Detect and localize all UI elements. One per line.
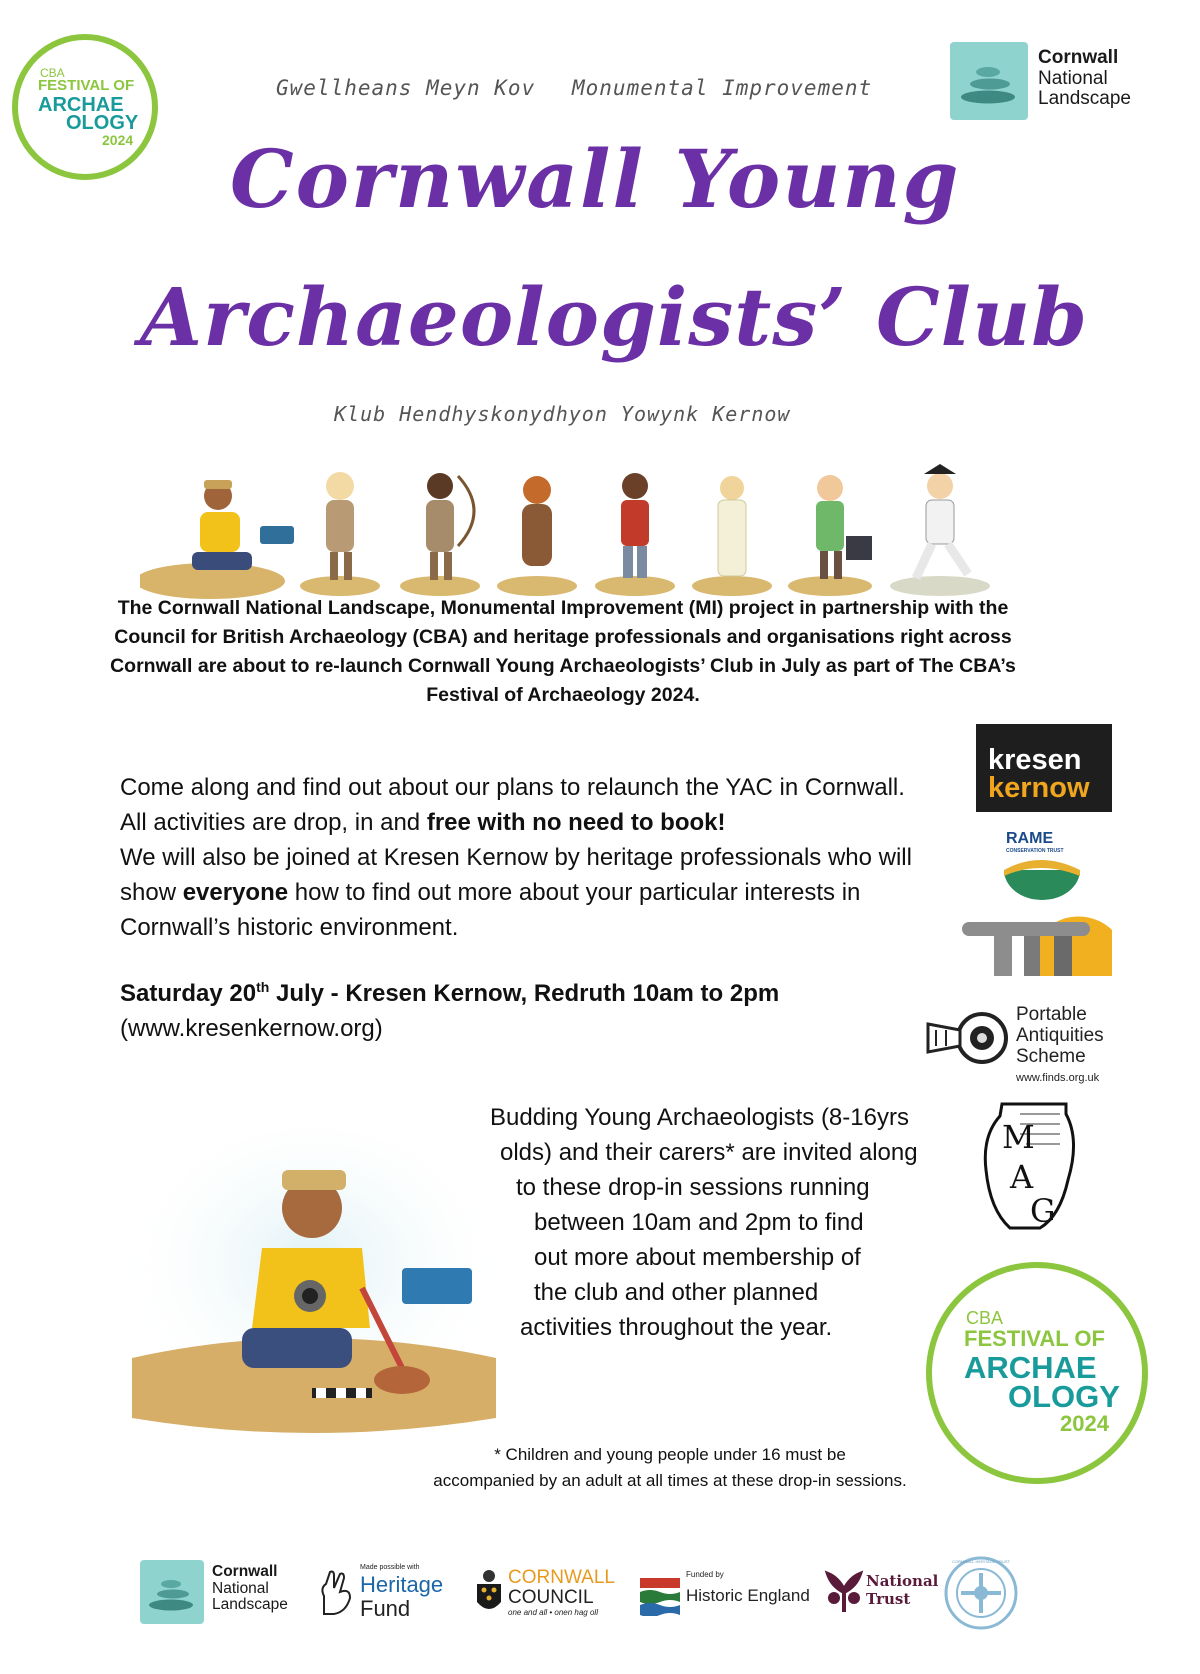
dolmen-monument-logo (962, 910, 1112, 976)
festival-badge-top (12, 34, 158, 180)
body-line3: We will also be joined at Kresen Kernow by heritage professionals who will (120, 844, 912, 871)
body-line2: All activities are drop, in and free with no need to book! (120, 809, 726, 836)
badge-line1: FESTIVAL OF (964, 1326, 1105, 1351)
body-section (120, 770, 1000, 945)
mag-logo: M A G (980, 1100, 1080, 1232)
cornwall-council-logo: CORNWALL COUNCIL one and all • onen hag oll (474, 1560, 630, 1626)
intro-paragraph: The Cornwall National Landscape, Monumental Improvement (MI) project in partnership with the Council for British Archaeology (CBA) and heritage professionals and organisations right across Cornwall are about to re-launch Cornwall Young Archaeologists’ Club in July as part of The CBA’s Festival of Archaeology 2024. (110, 597, 1016, 706)
note-line2: accompanied by an adult at all times at these drop-in sessions. (433, 1471, 907, 1490)
invite-line5: out more about membership of (534, 1244, 861, 1271)
cnl-line2: National (1038, 67, 1108, 89)
rame-conservation-trust-logo: RAME CONSERVATION TRUST (1000, 830, 1084, 900)
badge-line3: OLOGY (1008, 1379, 1120, 1414)
invite-line1: Budding Young Archaeologists (8-16yrs (490, 1104, 909, 1131)
invite-line6: the club and other planned (534, 1279, 819, 1306)
page-title-line2: Archaeologists’ Club (140, 270, 1089, 364)
cornwall-national-landscape-logo (950, 42, 1170, 122)
page-title-line1: Cornwall Young (230, 132, 961, 226)
body-everyone-emphasis: everyone (182, 879, 289, 906)
supervision-note (360, 1442, 980, 1494)
event-details (120, 970, 940, 1046)
cnl-stones-icon (140, 1560, 204, 1624)
body-line4: show everyone how to find out more about your particular interests in (120, 879, 861, 906)
cnl-line3: Landscape (1038, 88, 1131, 110)
body-line1: Come along and find out about our plans to relaunch the YAC in Cornwall. (120, 774, 905, 801)
badge-year: 2024 (102, 132, 134, 148)
invite-line3: to these drop-in sessions running (516, 1174, 870, 1201)
badge-year: 2024 (1060, 1411, 1109, 1436)
body-free-emphasis: free with no need to book! (426, 809, 726, 836)
badge-line1: FESTIVAL OF (38, 77, 135, 94)
invite-line2: olds) and their carers* are invited along (500, 1139, 918, 1166)
cornish-club-name: Klub Hendhyskonydhyon Yowynk Kernow (334, 402, 791, 426)
note-line1: * Children and young people under 16 must be (494, 1445, 846, 1464)
national-trust-logo: National Trust (824, 1564, 934, 1620)
invite-line7: activities throughout the year. (520, 1314, 833, 1341)
cnl-line1: Cornwall (1038, 47, 1119, 68)
character-illustration-strip (140, 456, 1020, 606)
portable-antiquities-scheme-logo: Portable Antiquities Scheme www.finds.org.uk (926, 1004, 1126, 1088)
badge-cba: CBA (966, 1308, 1004, 1328)
badge-line2: ARCHAE (964, 1350, 1097, 1385)
event-date-location: Saturday 20th July - Kresen Kernow, Redruth 10am to 2pm (120, 979, 780, 1007)
archaeologist-illustration (132, 1118, 496, 1448)
badge-cba: CBA (40, 66, 65, 80)
event-url-link[interactable]: (www.kresenkernow.org) (120, 1015, 383, 1042)
historic-england-logo: Funded by Historic England (640, 1570, 812, 1620)
english-tagline: Monumental Improvement (572, 76, 873, 100)
cornwall-heritage-trust-seal: CORNWALL HERITAGE TRUST (944, 1556, 1018, 1630)
invite-line4: between 10am and 2pm to find (534, 1209, 864, 1236)
badge-line3: OLOGY (66, 112, 139, 134)
kresen-kernow-logo: kresen kernow (976, 724, 1112, 812)
heritage-fund-logo: Made possible with Heritage Fund (316, 1564, 466, 1626)
body-line5: Cornwall’s historic environment. (120, 914, 459, 941)
footer-cnl-logo: Cornwall National Landscape (140, 1560, 310, 1626)
cornish-tagline: Gwellheans Meyn Kov (276, 76, 536, 100)
cnl-stones-icon (950, 42, 1028, 120)
footer-logos (0, 1556, 1200, 1656)
badge-line2: ARCHAE (38, 94, 124, 116)
